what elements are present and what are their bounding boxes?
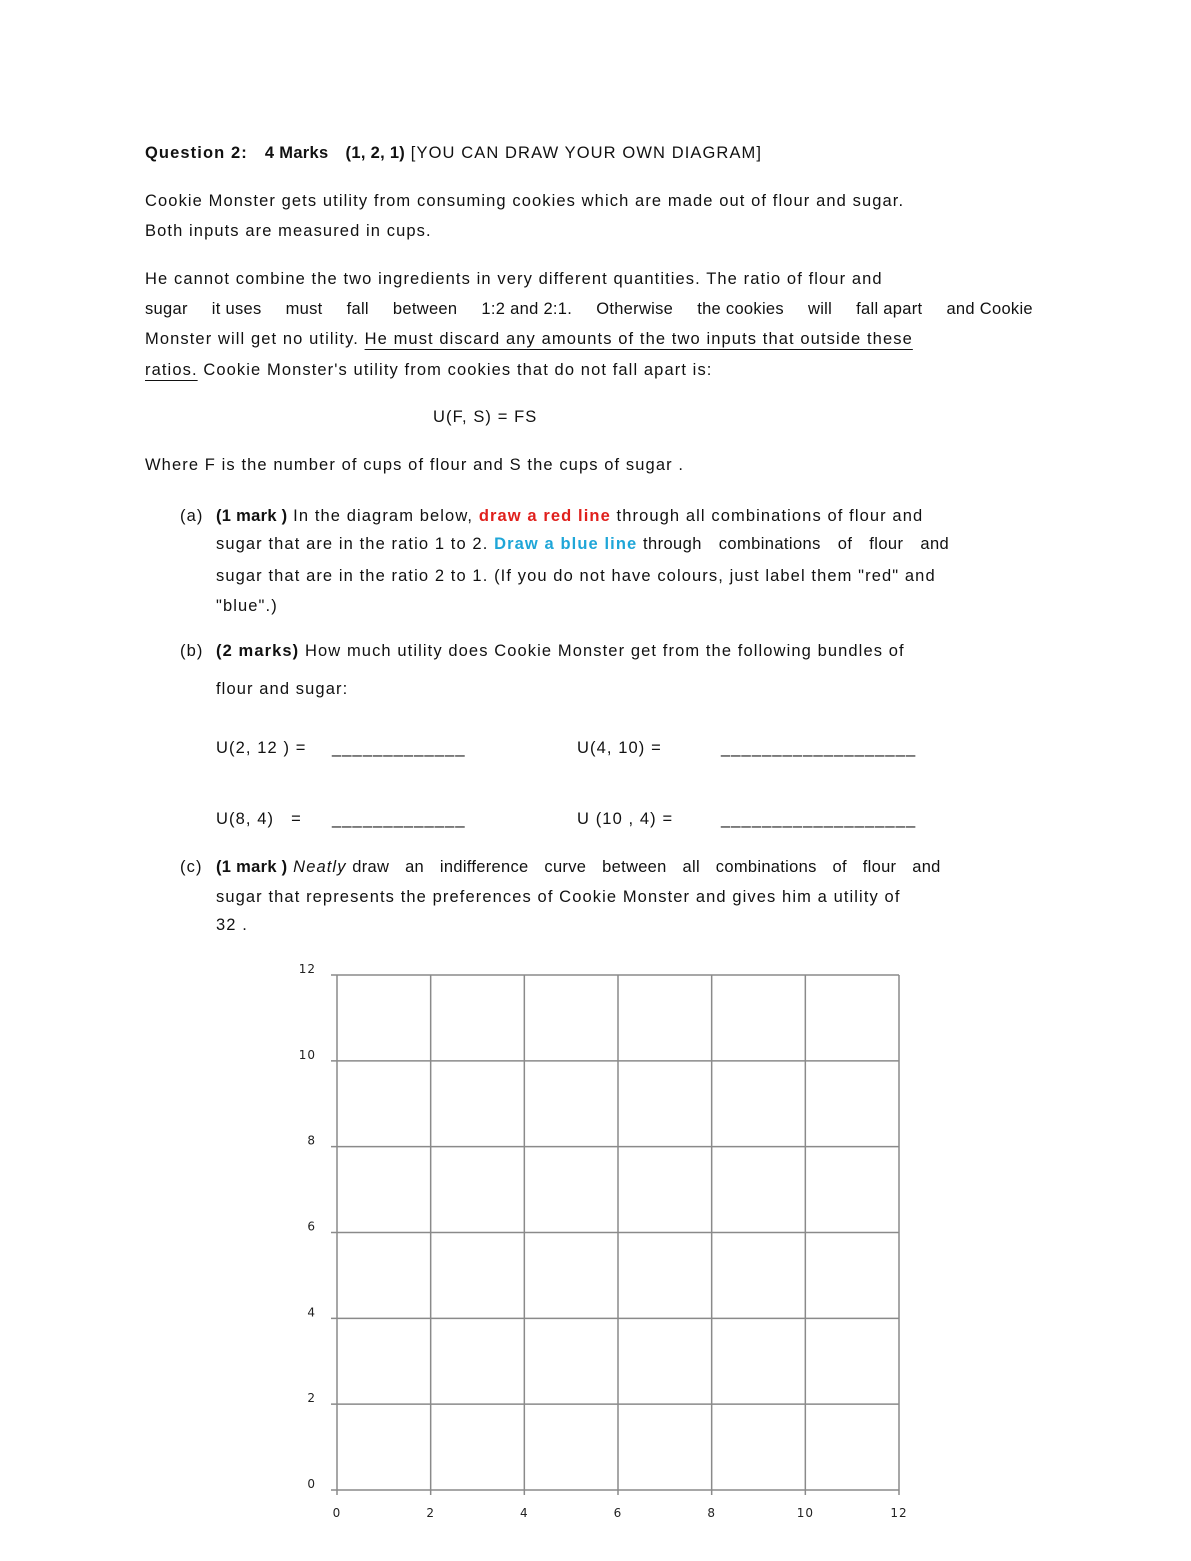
x-tick-label: 0	[332, 1506, 342, 1520]
y-tick-label: 10	[298, 1047, 316, 1062]
word: will	[807, 300, 833, 318]
text: sugar that are in the ratio 1 to 2.	[216, 535, 489, 553]
part-c-label: (c)	[180, 858, 203, 876]
text: through all combinations of flour and	[616, 507, 924, 525]
part-b-line-2: flour and sugar:	[216, 680, 349, 698]
text: through combinations of flour and	[643, 535, 950, 553]
part-b-label: (b)	[180, 642, 204, 660]
word: and Cookie	[946, 300, 1033, 318]
word: sugar	[145, 300, 188, 318]
red-instruction: draw a red line	[478, 507, 611, 525]
word: between	[392, 300, 458, 318]
x-tick-label: 4	[520, 1506, 529, 1520]
answer-blank[interactable]: ___________________	[721, 739, 917, 757]
text: Cookie Monster's utility from cookies that do not fall apart is:	[203, 361, 713, 379]
part-a-line-4: "blue".)	[216, 597, 278, 615]
mark: (1 mark )	[216, 507, 288, 525]
part-c-line-3: 32 .	[216, 916, 248, 934]
part-c-line-2: sugar that represents the preferences of Cookie Monster and gives him a utility of	[216, 888, 901, 906]
text: Monster will get no utility.	[145, 330, 359, 348]
bundle-expr: U (10 , 4) =	[577, 810, 674, 828]
intro-line-2: Both inputs are measured in cups.	[145, 222, 432, 240]
intro-line-1: Cookie Monster gets utility from consuming cookies which are made out of flour and sugar.	[145, 192, 905, 210]
y-tick-label: 12	[298, 962, 316, 976]
answer-blank[interactable]: _____________	[332, 810, 466, 828]
x-tick-label: 6	[613, 1506, 623, 1520]
bundle-expr: U(2, 12 ) =	[216, 739, 307, 757]
question-marks: 4 Marks	[264, 144, 329, 162]
underlined-text: ratios.	[145, 361, 198, 379]
bundle-expr: U(4, 10) =	[577, 739, 662, 757]
word: the cookies	[697, 300, 784, 318]
x-tick-label: 12	[890, 1506, 908, 1520]
utility-formula: U(F, S) = FS	[433, 408, 538, 426]
word: Otherwise	[596, 300, 674, 318]
y-tick-label: 6	[307, 1219, 316, 1234]
underlined-text: He must discard any amounts of the two inputs that outside these	[364, 330, 913, 348]
y-tick-label: 4	[307, 1305, 316, 1320]
y-tick-label: 8	[307, 1133, 316, 1148]
word: fall	[346, 300, 369, 318]
bundle-expr: U(8, 4) =	[216, 810, 302, 828]
mark: (1 mark )	[216, 858, 288, 876]
x-tick-label: 2	[426, 1506, 435, 1520]
where-text: Where F is the number of cups of flour and S the cups of sugar .	[145, 456, 685, 474]
text: How much utility does Cookie Monster get from the following bundles of	[304, 642, 905, 660]
text: Neatly	[293, 858, 347, 876]
question-note: [YOU CAN DRAW YOUR OWN DIAGRAM]	[410, 144, 763, 162]
y-tick-label: 2	[307, 1391, 316, 1406]
question-title: Question 2:	[145, 144, 248, 162]
word: fall apart	[856, 300, 923, 318]
blue-instruction: Draw a blue line	[494, 535, 638, 553]
x-tick-label: 10	[796, 1506, 814, 1520]
part-a-label: (a)	[180, 507, 204, 525]
marks-breakdown: (1, 2, 1)	[345, 144, 406, 162]
y-tick-label: 0	[307, 1477, 316, 1491]
mark: (2 marks)	[216, 642, 300, 660]
part-a-line-3: sugar that are in the ratio 2 to 1. (If you do not have colours, just label them "red" and	[216, 567, 936, 585]
para2-line-1: He cannot combine the two ingredients in very different quantities. The ratio of flour and	[145, 270, 883, 288]
word: it uses	[211, 300, 262, 318]
text: In the diagram below,	[293, 507, 474, 525]
answer-blank[interactable]: _____________	[332, 739, 466, 757]
x-tick-label: 8	[707, 1506, 716, 1520]
word: must	[285, 300, 323, 318]
answer-blank[interactable]: ___________________	[721, 810, 917, 828]
word: 1:2 and 2:1.	[481, 300, 573, 318]
text: draw an indifference curve between all combinations of flour and	[352, 858, 941, 876]
